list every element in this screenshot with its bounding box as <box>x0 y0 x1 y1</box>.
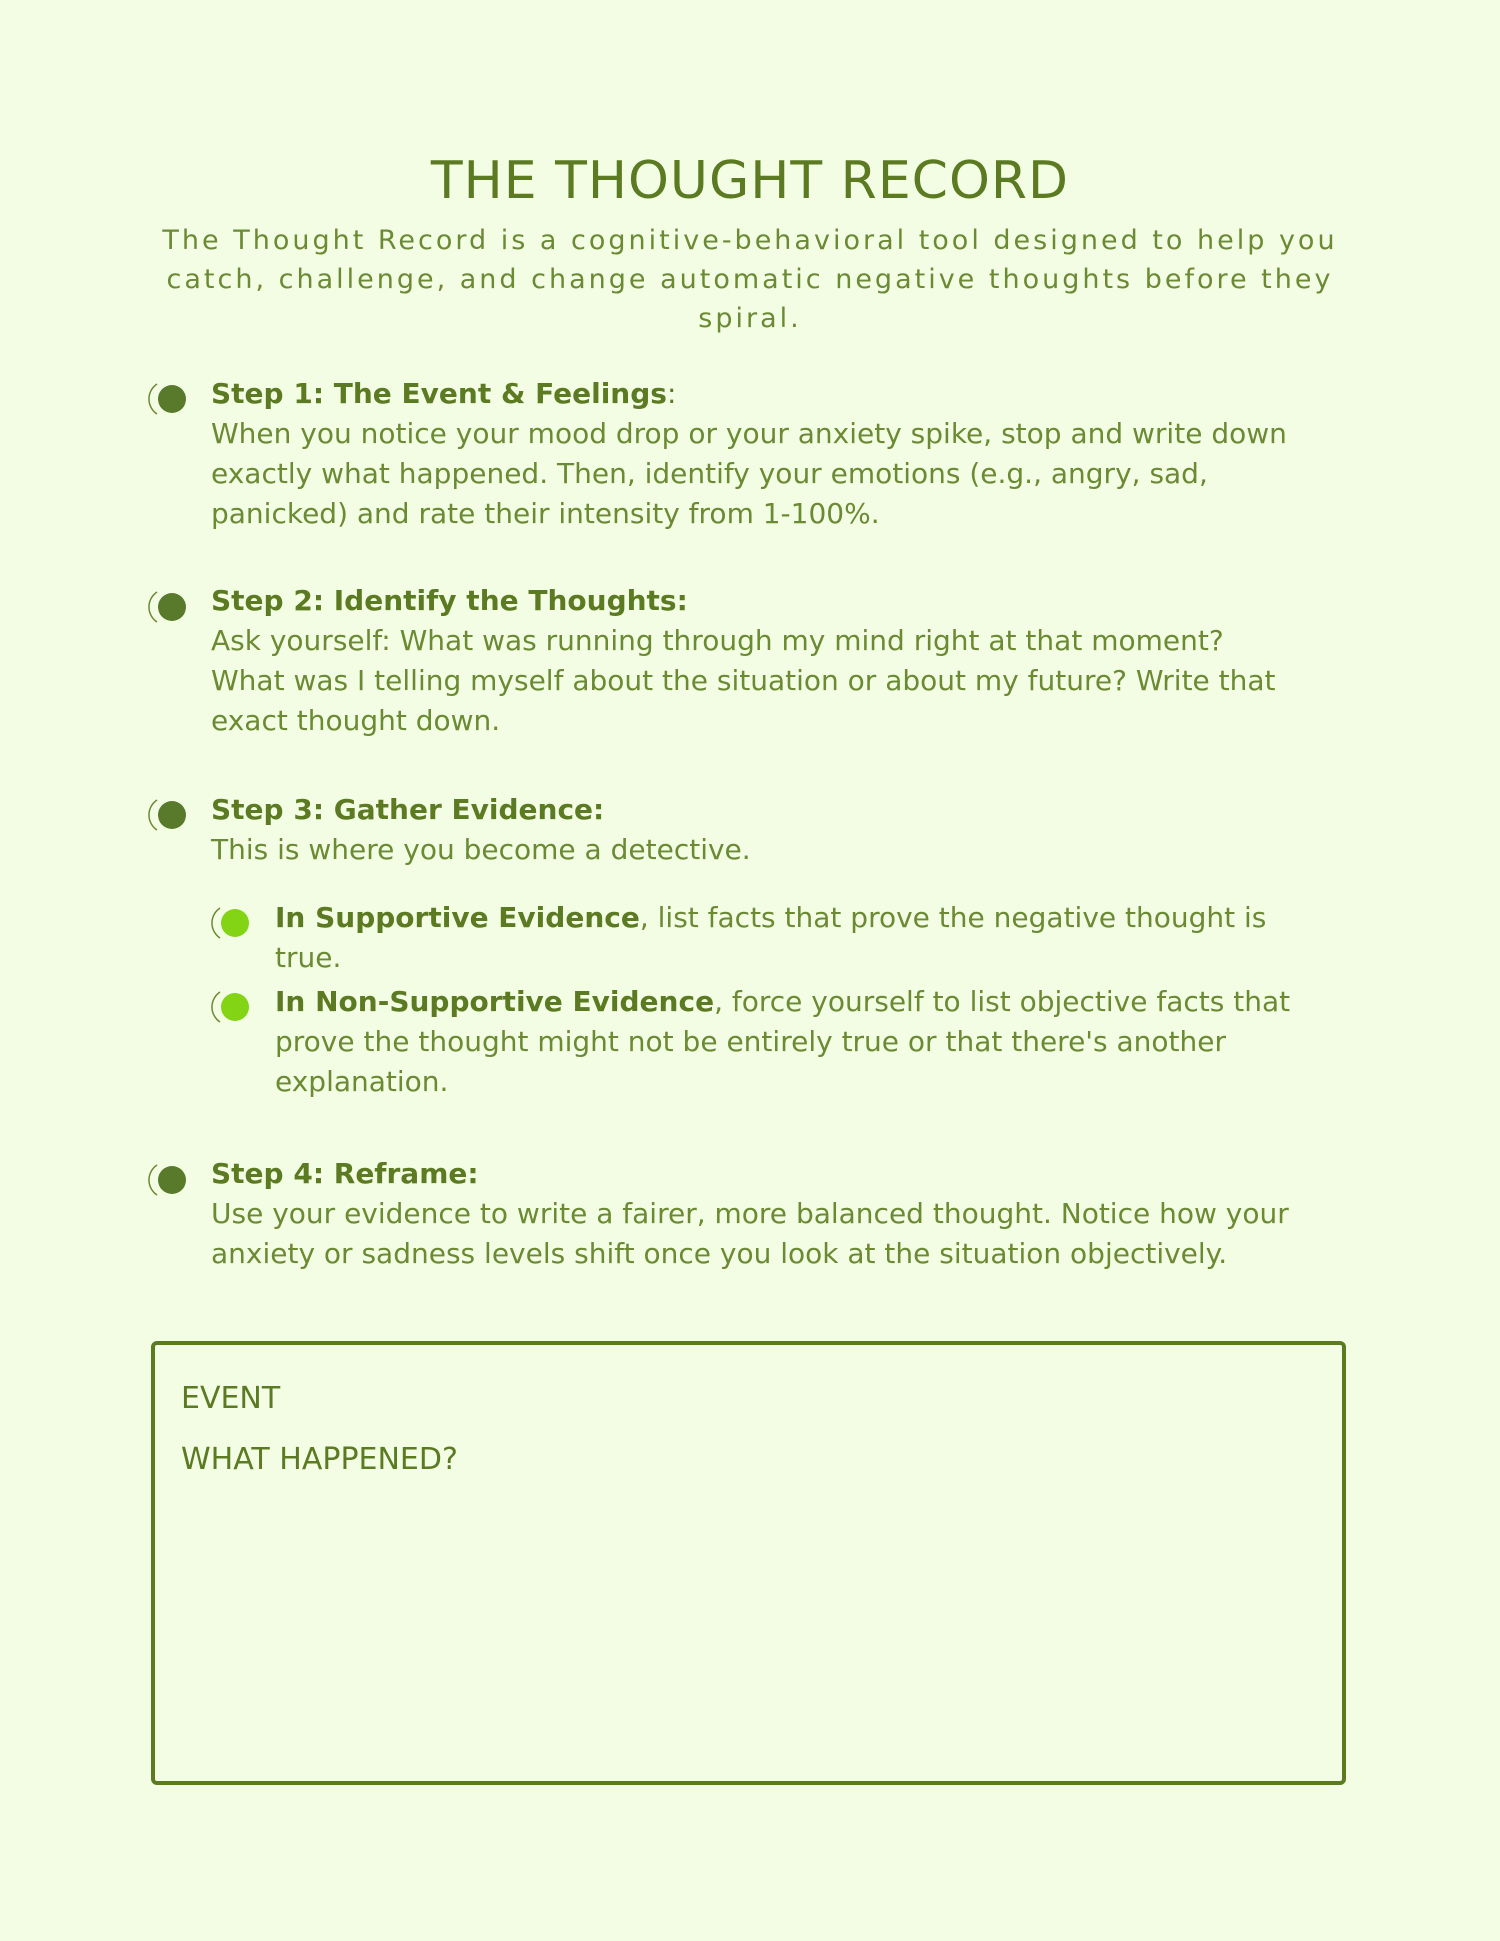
step-3-bullet-icon <box>148 793 194 839</box>
page-title: THE THOUGHT RECORD <box>430 151 1070 211</box>
supportive-evidence-item: In Supportive Evidence, list facts that prove the negative thought is true. <box>275 901 1267 974</box>
step-4 <box>211 1154 1361 1274</box>
step-2 <box>211 581 1361 741</box>
step-2-bullet-icon <box>148 585 194 631</box>
event-record-box[interactable] <box>151 1341 1346 1785</box>
step-1-heading: Step 1: The Event & Feelings: <box>211 377 677 410</box>
step-4-heading: Step 4: Reframe: <box>211 1157 479 1190</box>
what-happened-prompt: WHAT HAPPENED? <box>181 1442 458 1477</box>
step-2-body: Ask yourself: What was running through my mind right at that moment? What was I telling myself about the situation or about my future? Write that exact thought down. <box>211 624 1276 737</box>
step-3 <box>211 790 1361 870</box>
step-1 <box>211 374 1361 534</box>
event-label: EVENT <box>181 1381 281 1416</box>
step-1-bullet-icon <box>148 377 194 423</box>
step-3-body: This is where you become a detective. <box>211 833 751 866</box>
step-2-heading: Step 2: Identify the Thoughts: <box>211 584 688 617</box>
page-subtitle: The Thought Record is a cognitive-behavioral tool designed to help you catch, challenge, and change automatic negative thoughts before they spiral. <box>162 225 1338 334</box>
step-3-heading: Step 3: Gather Evidence: <box>211 793 605 826</box>
step-1-body: When you notice your mood drop or your anxiety spike, stop and write down exactly what happened. Then, identify your emotions (e.g., angry, sad, panicked) and rate their intensity from 1-100%. <box>211 417 1287 530</box>
non-supportive-evidence-item: In Non-Supportive Evidence, force yourself to list objective facts that prove the thought might not be entirely true or that there's another explanation. <box>275 985 1291 1098</box>
step-4-bullet-icon <box>148 1158 194 1204</box>
non-supportive-bullet-icon <box>211 985 257 1031</box>
supportive-bullet-icon <box>211 901 257 947</box>
step-4-body: Use your evidence to write a fairer, more balanced thought. Notice how your anxiety or sadness levels shift once you look at the situation objectively. <box>211 1197 1289 1270</box>
